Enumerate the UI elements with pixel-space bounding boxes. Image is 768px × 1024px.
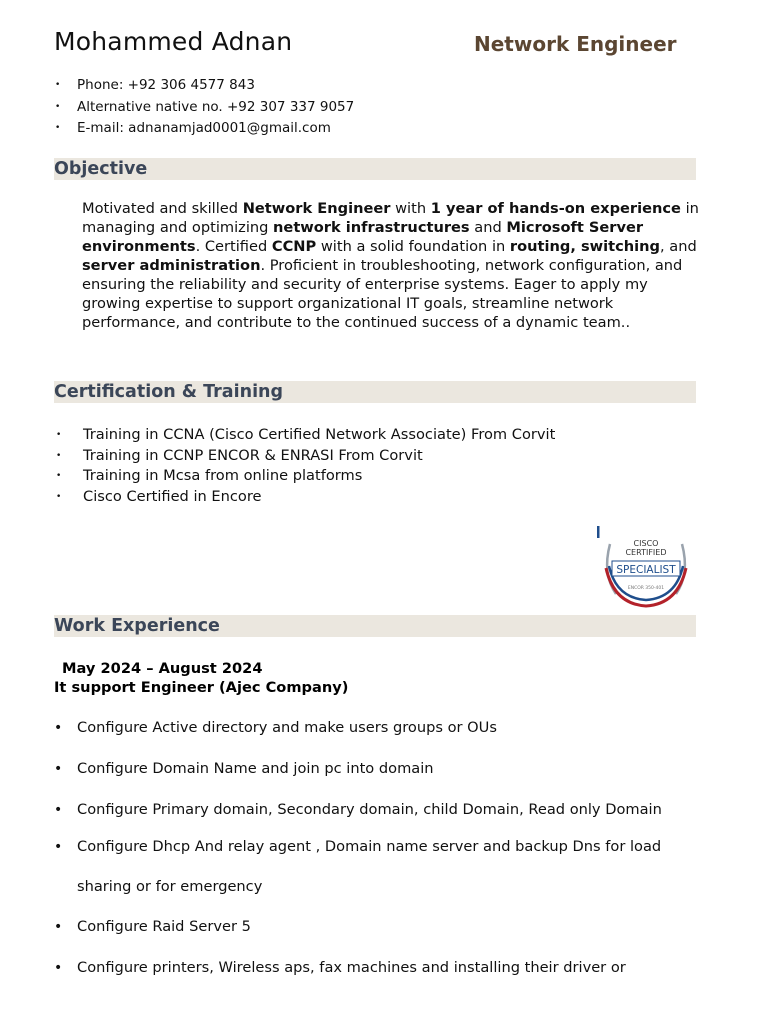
contact-list	[54, 75, 354, 140]
objective-highlight: 1 year of hands-on experience	[430, 200, 681, 217]
objective-highlight: Microsoft Server environments	[82, 219, 644, 255]
objective-heading-bar	[54, 158, 696, 180]
objective-segment: in managing and optimizing	[82, 200, 699, 236]
badge-line2: CERTIFIED	[625, 548, 667, 557]
badge-line3: SPECIALIST	[616, 564, 676, 576]
objective-segment: and	[469, 219, 507, 236]
objective-segment: . Certified	[195, 238, 272, 255]
duty-item: • Configure Domain Name and join pc into domain	[54, 759, 704, 779]
objective-segment: , and	[659, 238, 697, 255]
work-heading: Work Experience	[54, 616, 220, 636]
objective-segment: Motivated and skilled	[82, 200, 243, 217]
certification-list	[54, 425, 555, 507]
objective-highlight: Network Engineer	[242, 200, 391, 217]
certification-item: • Training in CCNP ENCOR & ENRASI From Corvit	[54, 446, 555, 467]
cisco-specialist-badge	[596, 524, 696, 610]
badge-line1: CISCO	[633, 539, 659, 548]
contact-phone: • Phone: +92 306 4577 843	[54, 75, 354, 97]
contact-alt-phone: • Alternative native no. +92 307 337 9057	[54, 97, 354, 119]
certification-item: • Training in Mcsa from online platforms	[54, 466, 555, 487]
work-dates: May 2024 – August 2024	[62, 660, 263, 677]
objective-segment: with a solid foundation in	[316, 238, 510, 255]
work-job-title: It support Engineer (Ajec Company)	[54, 679, 349, 696]
objective-segment: . Proficient in troubleshooting, network configuration, and ensuring the reliability and security of enterprise systems. Eager to apply my growing expertise to support organizational IT goals, streamline network performance, and contribute to the continued success of a dynamic team..	[82, 257, 683, 331]
contact-email: • E-mail: adnanamjad0001@gmail.com	[54, 118, 354, 140]
duty-item: • Configure Active directory and make users groups or OUs	[54, 718, 704, 738]
objective-heading: Objective	[54, 159, 148, 179]
objective-text	[82, 199, 700, 332]
certification-item: • Training in CCNA (Cisco Certified Network Associate) From Corvit	[54, 425, 555, 446]
badge-mark	[597, 526, 600, 538]
objective-highlight: server administration	[82, 257, 261, 274]
candidate-name: Mohammed Adnan	[54, 27, 293, 56]
objective-highlight: routing, switching	[509, 238, 660, 255]
certification-item: • Cisco Certified in Encore	[54, 487, 555, 508]
certification-heading: Certification & Training	[54, 382, 284, 402]
objective-segment: with	[390, 200, 431, 217]
duty-item: • Configure printers, Wireless aps, fax machines and installing their driver or	[54, 958, 704, 978]
objective-highlight: CCNP	[271, 238, 317, 255]
job-role-title: Network Engineer	[474, 32, 677, 56]
duty-item: • Configure Primary domain, Secondary domain, child Domain, Read only Domain	[54, 800, 704, 820]
badge-line4: ENCOR 350-401	[627, 586, 665, 591]
duty-item: • Configure Raid Server 5	[54, 917, 704, 937]
objective-highlight: network infrastructures	[273, 219, 470, 236]
work-duties-list	[54, 718, 704, 978]
duty-item: • Configure Dhcp And relay agent , Domain name server and backup Dns for load sharing or for emergency	[54, 827, 667, 907]
